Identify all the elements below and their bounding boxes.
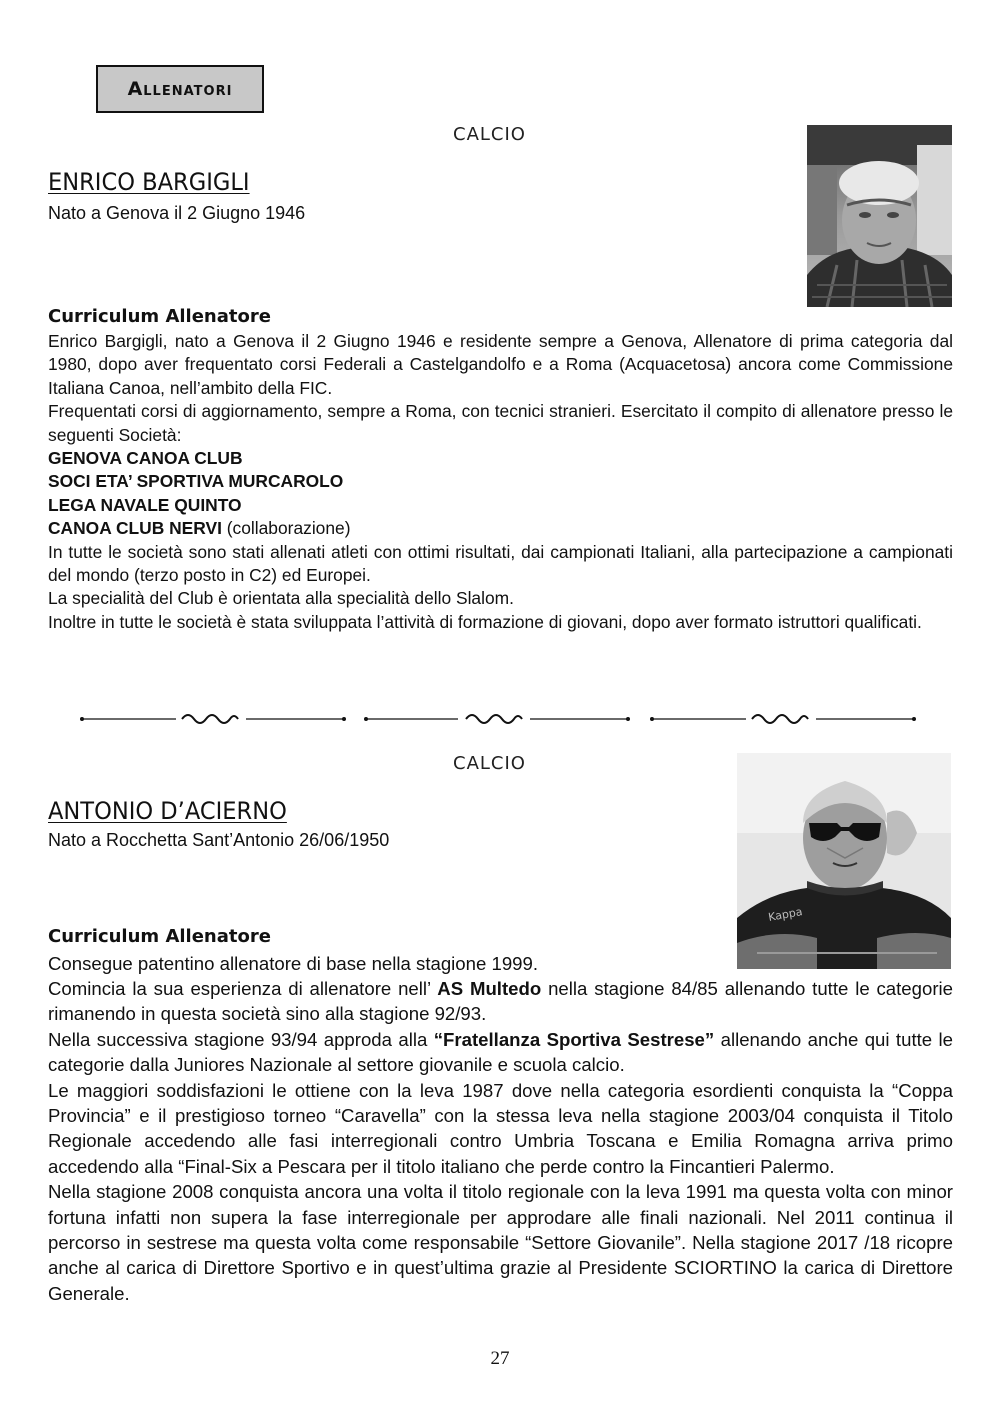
coach-1-name: ENRICO BARGIGLI <box>48 168 250 196</box>
coach-2-name: ANTONIO D’ACIERNO <box>48 797 287 825</box>
section-label: Allenatori <box>96 65 264 113</box>
coach-2-cv-text <box>48 976 953 1306</box>
cv-paragraph: In tutte le società sono stati allenati atleti con ottimi risultati, dai campionati Italiani, alla partecipazione a campionati del mondo (terzo posto in C2) ed Europei. <box>48 541 953 586</box>
cv-paragraph: Inoltre in tutte le società è stata sviluppata l’attività di formazione di giovani, dopo aver formato istruttori qualificati. <box>48 611 922 632</box>
coach-1-birth-info: Nato a Genova il 2 Giugno 1946 <box>48 203 306 223</box>
cv-paragraph: Comincia la sua esperienza di allenatore nell’ AS Multedo nella stagione 84/85 allenando tutte le categorie rimanendo in questa società sino alla stagione 92/93. <box>48 978 953 1025</box>
coach-2-photo <box>737 753 951 969</box>
page-number: 27 <box>490 1348 510 1369</box>
cv-paragraph: Le maggiori soddisfazioni le ottiene con la leva 1987 dove nella categoria esordienti conquista la “Coppa Provincia” e il prestigioso torneo “Caravella” con la stessa leva nella stagione 2003/04 conquista il Titolo Regionale accedendo alle fasi interregionali contro Umbria Toscana e Emilia Romagna arriva primo accedendo alla “Final-Six a Pescara per il titolo italiano che perde contro la Fincantieri Palermo. <box>48 1079 953 1177</box>
coach-1-cv-title: Curriculum Allenatore <box>48 306 271 327</box>
cv-paragraph: Nella stagione 2008 conquista ancora una volta il titolo regionale con la leva 1991 ma questa volta con minor fortuna infatti non supera la fase interregionale per approdare alle finali nazionali. Nel 2011 continua il percorso in sestrese ma questa volta come responsabile “Settore Giovanile”. Nella stagione 2017 /18 ricopre anche al carica di Direttore Sportivo e in quest’ultima grazie al Presidente SCIORTINO la carica di Direttore Generale. <box>48 1181 953 1304</box>
club-name: GENOVA CANOA CLUB <box>48 448 243 469</box>
coach-2-sport: CALCIO <box>453 753 526 774</box>
club-name: SOCI ETA’ SPORTIVA MURCAROLO <box>48 471 344 492</box>
club-name: LEGA NAVALE QUINTO <box>48 494 242 515</box>
club-name-bold: “Fratellanza Sportiva Sestrese” <box>433 1028 715 1050</box>
ornamental-divider <box>78 706 920 732</box>
coach-2-birth-info: Nato a Rocchetta Sant’Antonio 26/06/1950 <box>48 830 390 850</box>
cv-paragraph: La specialità del Club è orientata alla specialità dello Slalom. <box>48 588 514 609</box>
club-name-bold: AS Multedo <box>437 978 542 999</box>
coach-2-cv-title: Curriculum Allenatore <box>48 926 271 947</box>
svg-text:Kappa: Kappa <box>767 905 804 924</box>
cv-paragraph: Frequentati corsi di aggiornamento, sempre a Roma, con tecnici stranieri. Esercitato il compito di allenatore presso le seguenti Società: <box>48 401 953 445</box>
cv-paragraph: Nella successiva stagione 93/94 approda alla “Fratellanza Sportiva Sestrese” allenando anche qui tutte le categorie dalla Juniores Nazionale al settore giovanile e scuola calcio. <box>48 1028 953 1076</box>
coach-2-cv-first-line <box>48 951 738 976</box>
cv-paragraph: Consegue patentino allenatore di base nella stagione 1999. <box>48 953 539 974</box>
coach-1-sport: CALCIO <box>453 124 526 145</box>
coach-1-photo <box>807 125 952 307</box>
cv-paragraph: Enrico Bargigli, nato a Genova il 2 Giugno 1946 e residente sempre a Genova, Allenatore di prima categoria dal 1980, dopo aver frequentato corsi Federali a Castelgandolfo e a Roma (Acquacetosa) ancora come Commissione Italiana Canoa, nell’ambito della FIC. <box>48 331 953 398</box>
club-name: CANOA CLUB NERVI (collaborazione) <box>48 518 351 539</box>
coach-1-cv-text <box>48 330 953 634</box>
